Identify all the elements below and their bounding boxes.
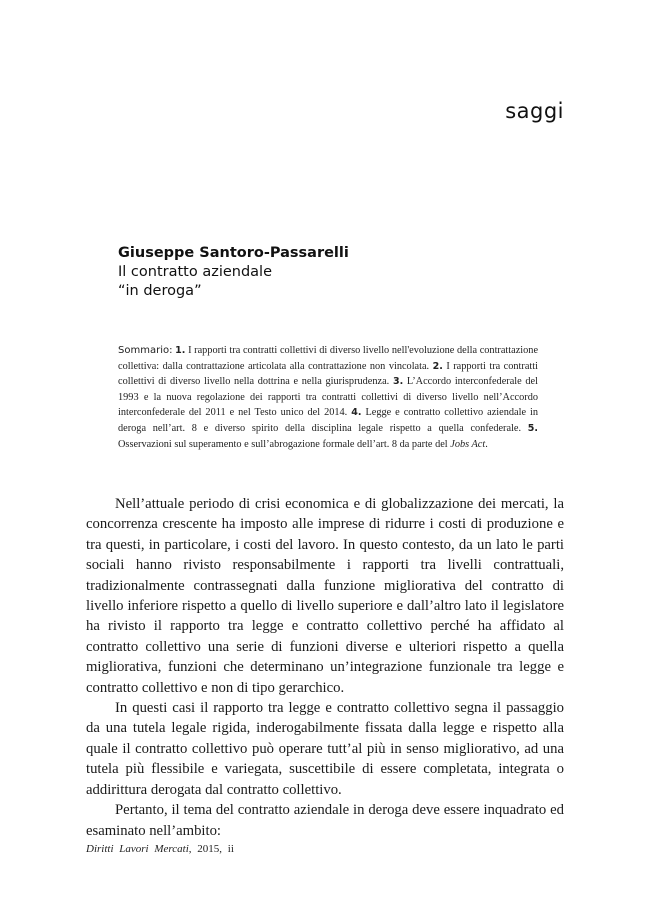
article-title-line-2: “in deroga”: [118, 283, 202, 299]
summary-block: [118, 343, 538, 452]
article-heading: [118, 244, 349, 301]
body-paragraph: Nell’attuale periodo di crisi economica e di globalizzazione dei mercati, la concorrenza crescente ha imposto alle imprese di ridurre i costi di produzione e tra questi, in particolare, i costi del lavoro. In questo contesto, da un lato le parti sociali hanno rivisto responsabilmente i rapporti tra livelli contrattuali, tradizionalmente contrassegnati dalla funzione migliorativa del contratto di livello inferiore rispetto a quello di livello superiore e dall’altro lato il legislatore ha rivisto il rapporto tra legge e contratto collettivo perché ha affidato al contratto collettivo una serie di funzioni diverse e ulteriori rispetto a quella migliorativa, funzioni che determinano un’integrazione funzionale tra legge e contratto collettivo e non di tipo gerarchico.: [86, 496, 564, 696]
section-label: saggi: [505, 99, 564, 123]
article-body: [86, 494, 564, 841]
summary-item-number: 3.: [392, 376, 404, 388]
summary-item-text: Legge e contratto collettivo aziendale in deroga nell’art. 8 e diverso spirito della disciplina legale rispetto a quella confederale.: [118, 407, 539, 434]
summary-item-number: 1.: [175, 345, 186, 356]
summary-jobs-act: Jobs Act: [450, 438, 486, 450]
body-paragraph: In questi casi il rapporto tra legge e contratto collettivo segna il passaggio da una tutela legale rigida, inderogabilmente fissata dalla legge e rispetto alla quale il contratto collettivo può operare tutt’al più in senso migliorativo, ad una tutela più flessibile e variegata, suscettibile di essere completata, integrata o addirittura derogata dal contratto collettivo.: [86, 700, 564, 798]
journal-issue: , 2015, ii: [188, 843, 234, 855]
summary-item-number: 5.: [527, 422, 538, 434]
summary-item-text: Osservazioni sul superamento e sull’abrogazione formale dell’art. 8 da parte del: [118, 438, 448, 450]
summary-item-text: L’Accordo interconfederale del 1993 e la nuova regolazione dei rapporti tra contratti collettivi di diverso livello nell’Accordo interconfederale del 2011 e nel Testo unico del 2014.: [118, 376, 538, 419]
summary-label: Sommario:: [118, 345, 173, 356]
article-title-line-1: Il contratto aziendale: [118, 264, 273, 280]
summary-item-text: I rapporti tra contratti collettivi di diverso livello nella dottrina e nella giurisprudenza.: [118, 360, 538, 388]
author-name: Giuseppe Santoro-Passarelli: [118, 245, 349, 261]
page-footer: [86, 843, 234, 855]
journal-name: Diritti Lavori Mercati: [86, 843, 189, 855]
summary-item-number: 4.: [351, 407, 362, 419]
summary-closing-punct: .: [485, 438, 488, 450]
summary-item-number: 2.: [432, 360, 443, 372]
body-paragraph: Pertanto, il tema del contratto aziendale in deroga deve essere inquadrato ed esaminato nell’ambito:: [86, 802, 564, 839]
summary-item-text: I rapporti tra contratti collettivi di diverso livello nell'evoluzione della contrattazione collettiva: dalla contrattazione articolata alla contrattazione non vincolata.: [118, 345, 539, 372]
